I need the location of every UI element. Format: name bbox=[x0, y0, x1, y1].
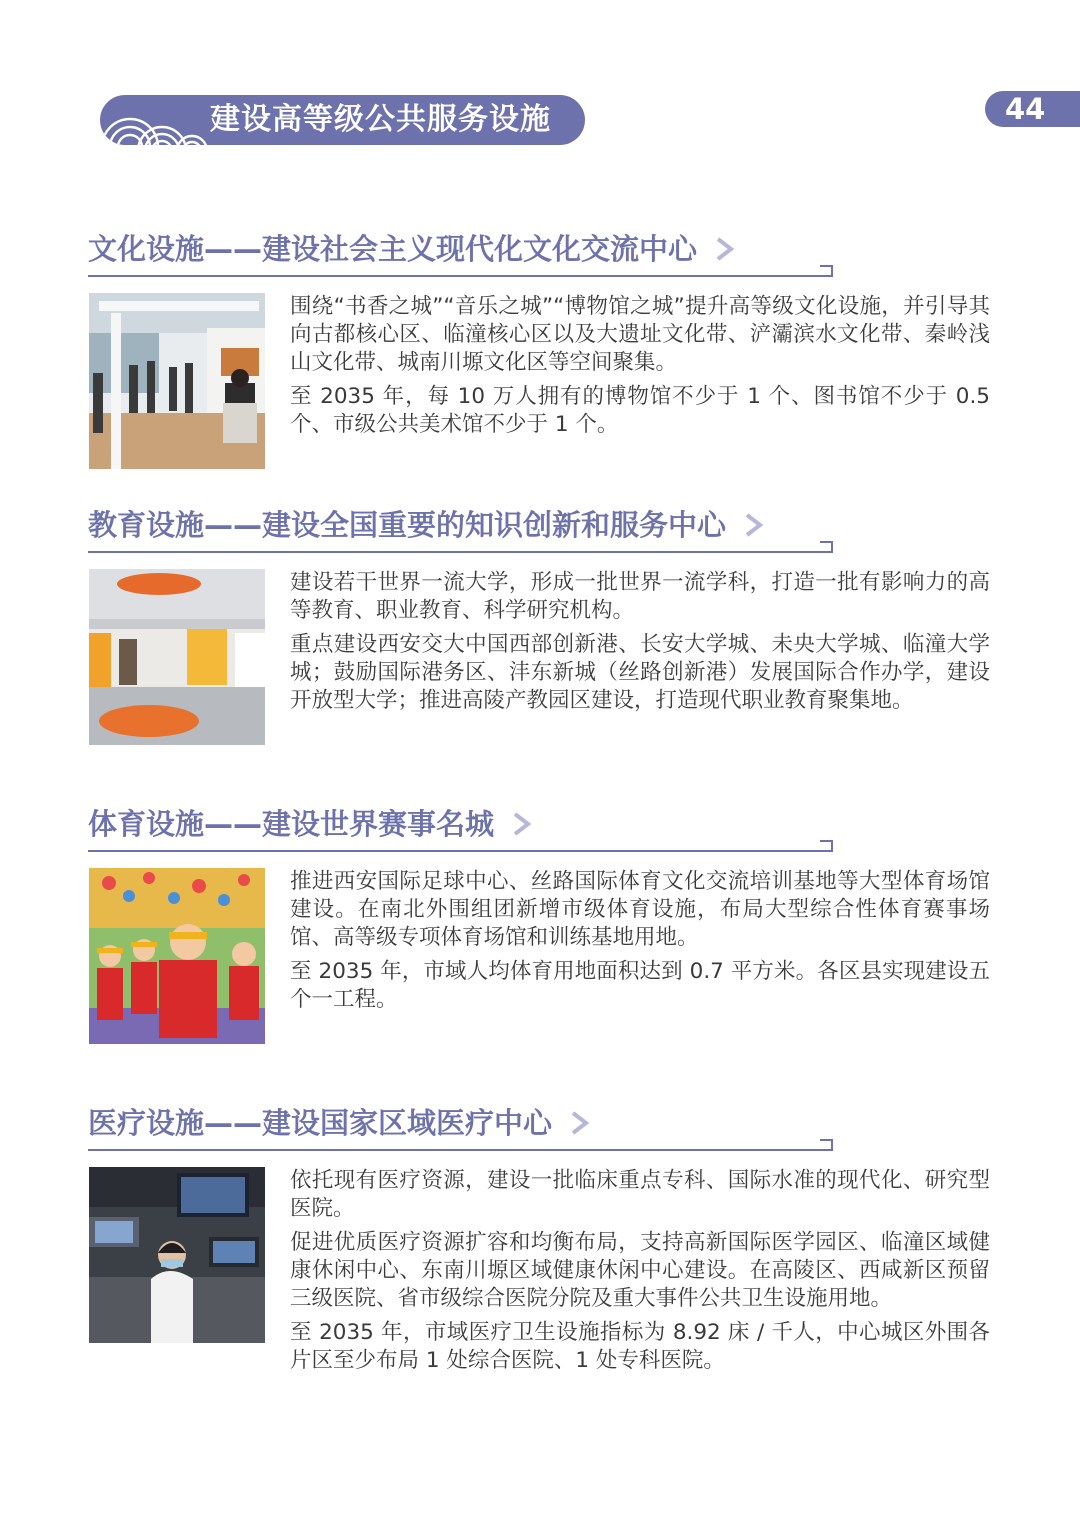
section-title-text: 医疗设施——建设国家区域医疗中心 bbox=[88, 1106, 553, 1140]
section-text bbox=[290, 293, 990, 445]
section-title bbox=[88, 232, 735, 266]
paragraph: 推进西安国际足球中心、丝路国际体育文化交流培训基地等大型体育场馆建设。在南北外围组团新增市级体育设施，布局大型综合性体育赛事场馆、高等级专项体育场馆和训练基地用地。 bbox=[290, 869, 990, 950]
header-banner bbox=[100, 95, 585, 145]
section-title bbox=[88, 1106, 590, 1140]
chevron-right-icon bbox=[744, 512, 764, 538]
section-title-text: 文化设施——建设社会主义现代化文化交流中心 bbox=[88, 232, 698, 266]
section-text bbox=[290, 569, 990, 721]
medical-center-photo bbox=[89, 1167, 265, 1343]
section-header bbox=[88, 508, 833, 556]
divider-corner bbox=[820, 1139, 833, 1150]
section-title bbox=[88, 807, 532, 841]
section-sports bbox=[88, 807, 993, 1012]
divider-corner bbox=[820, 840, 833, 851]
chevron-right-icon bbox=[570, 1110, 590, 1136]
paragraph: 建设若干世界一流大学，形成一批世界一流学科，打造一批有影响力的高等教育、职业教育、科学研究机构。 bbox=[290, 570, 990, 623]
page-header-title: 建设高等级公共服务设施 bbox=[210, 102, 551, 137]
section-divider bbox=[88, 275, 833, 277]
section-divider bbox=[88, 850, 833, 852]
paragraph: 促进优质医疗资源扩容和均衡布局，支持高新国际医学园区、临潼区域健康休闲中心、东南川塬区域健康休闲中心建设。在高陵区、西咸新区预留三级医院、省市级综合医院分院及重大事件公共卫生设施用地。 bbox=[290, 1230, 990, 1311]
paragraph: 重点建设西安交大中国西部创新港、长安大学城、未央大学城、临潼大学城；鼓励国际港务区、沣东新城（丝路创新港）发展国际合作办学，建设开放型大学；推进高陵产教园区建设，打造现代职业教育聚集地。 bbox=[290, 632, 990, 713]
page-number: 44 bbox=[985, 91, 1080, 127]
section-text bbox=[290, 868, 990, 1020]
paragraph: 至 2035 年，市域人均体育用地面积达到 0.7 平方米。各区县实现建设五个一工程。 bbox=[290, 959, 990, 1012]
section-culture bbox=[88, 232, 993, 437]
wave-pattern-icon bbox=[100, 95, 210, 145]
paragraph: 依托现有医疗资源，建设一批临床重点专科、国际水准的现代化、研究型医院。 bbox=[290, 1168, 990, 1221]
section-title-text: 体育设施——建设世界赛事名城 bbox=[88, 807, 495, 841]
section-title-text: 教育设施——建设全国重要的知识创新和服务中心 bbox=[88, 508, 727, 542]
divider-corner bbox=[820, 265, 833, 276]
children-sports-photo bbox=[89, 868, 265, 1044]
paragraph: 至 2035 年，市域医疗卫生设施指标为 8.92 床 / 千人，中心城区外围各片区至少布局 1 处综合医院、1 处专科医院。 bbox=[290, 1320, 990, 1373]
section-title bbox=[88, 508, 764, 542]
campus-hall-photo bbox=[89, 569, 265, 745]
section-header bbox=[88, 1106, 833, 1154]
section-header bbox=[88, 807, 833, 855]
section-education bbox=[88, 508, 993, 713]
divider-corner bbox=[820, 541, 833, 552]
paragraph: 至 2035 年，每 10 万人拥有的博物馆不少于 1 个、图书馆不少于 0.5 个、市级公共美术馆不少于 1 个。 bbox=[290, 384, 990, 437]
section-divider bbox=[88, 1149, 833, 1151]
chevron-right-icon bbox=[512, 811, 532, 837]
museum-photo bbox=[89, 293, 265, 469]
section-text bbox=[290, 1167, 990, 1381]
chevron-right-icon bbox=[715, 236, 735, 262]
section-divider bbox=[88, 551, 833, 553]
section-header bbox=[88, 232, 833, 280]
paragraph: 围绕“书香之城”“音乐之城”“博物馆之城”提升高等级文化设施，并引导其向古都核心区、临潼核心区以及大遗址文化带、浐灞滨水文化带、秦岭浅山文化带、城南川塬文化区等空间聚集。 bbox=[290, 294, 990, 375]
section-medical bbox=[88, 1106, 993, 1373]
